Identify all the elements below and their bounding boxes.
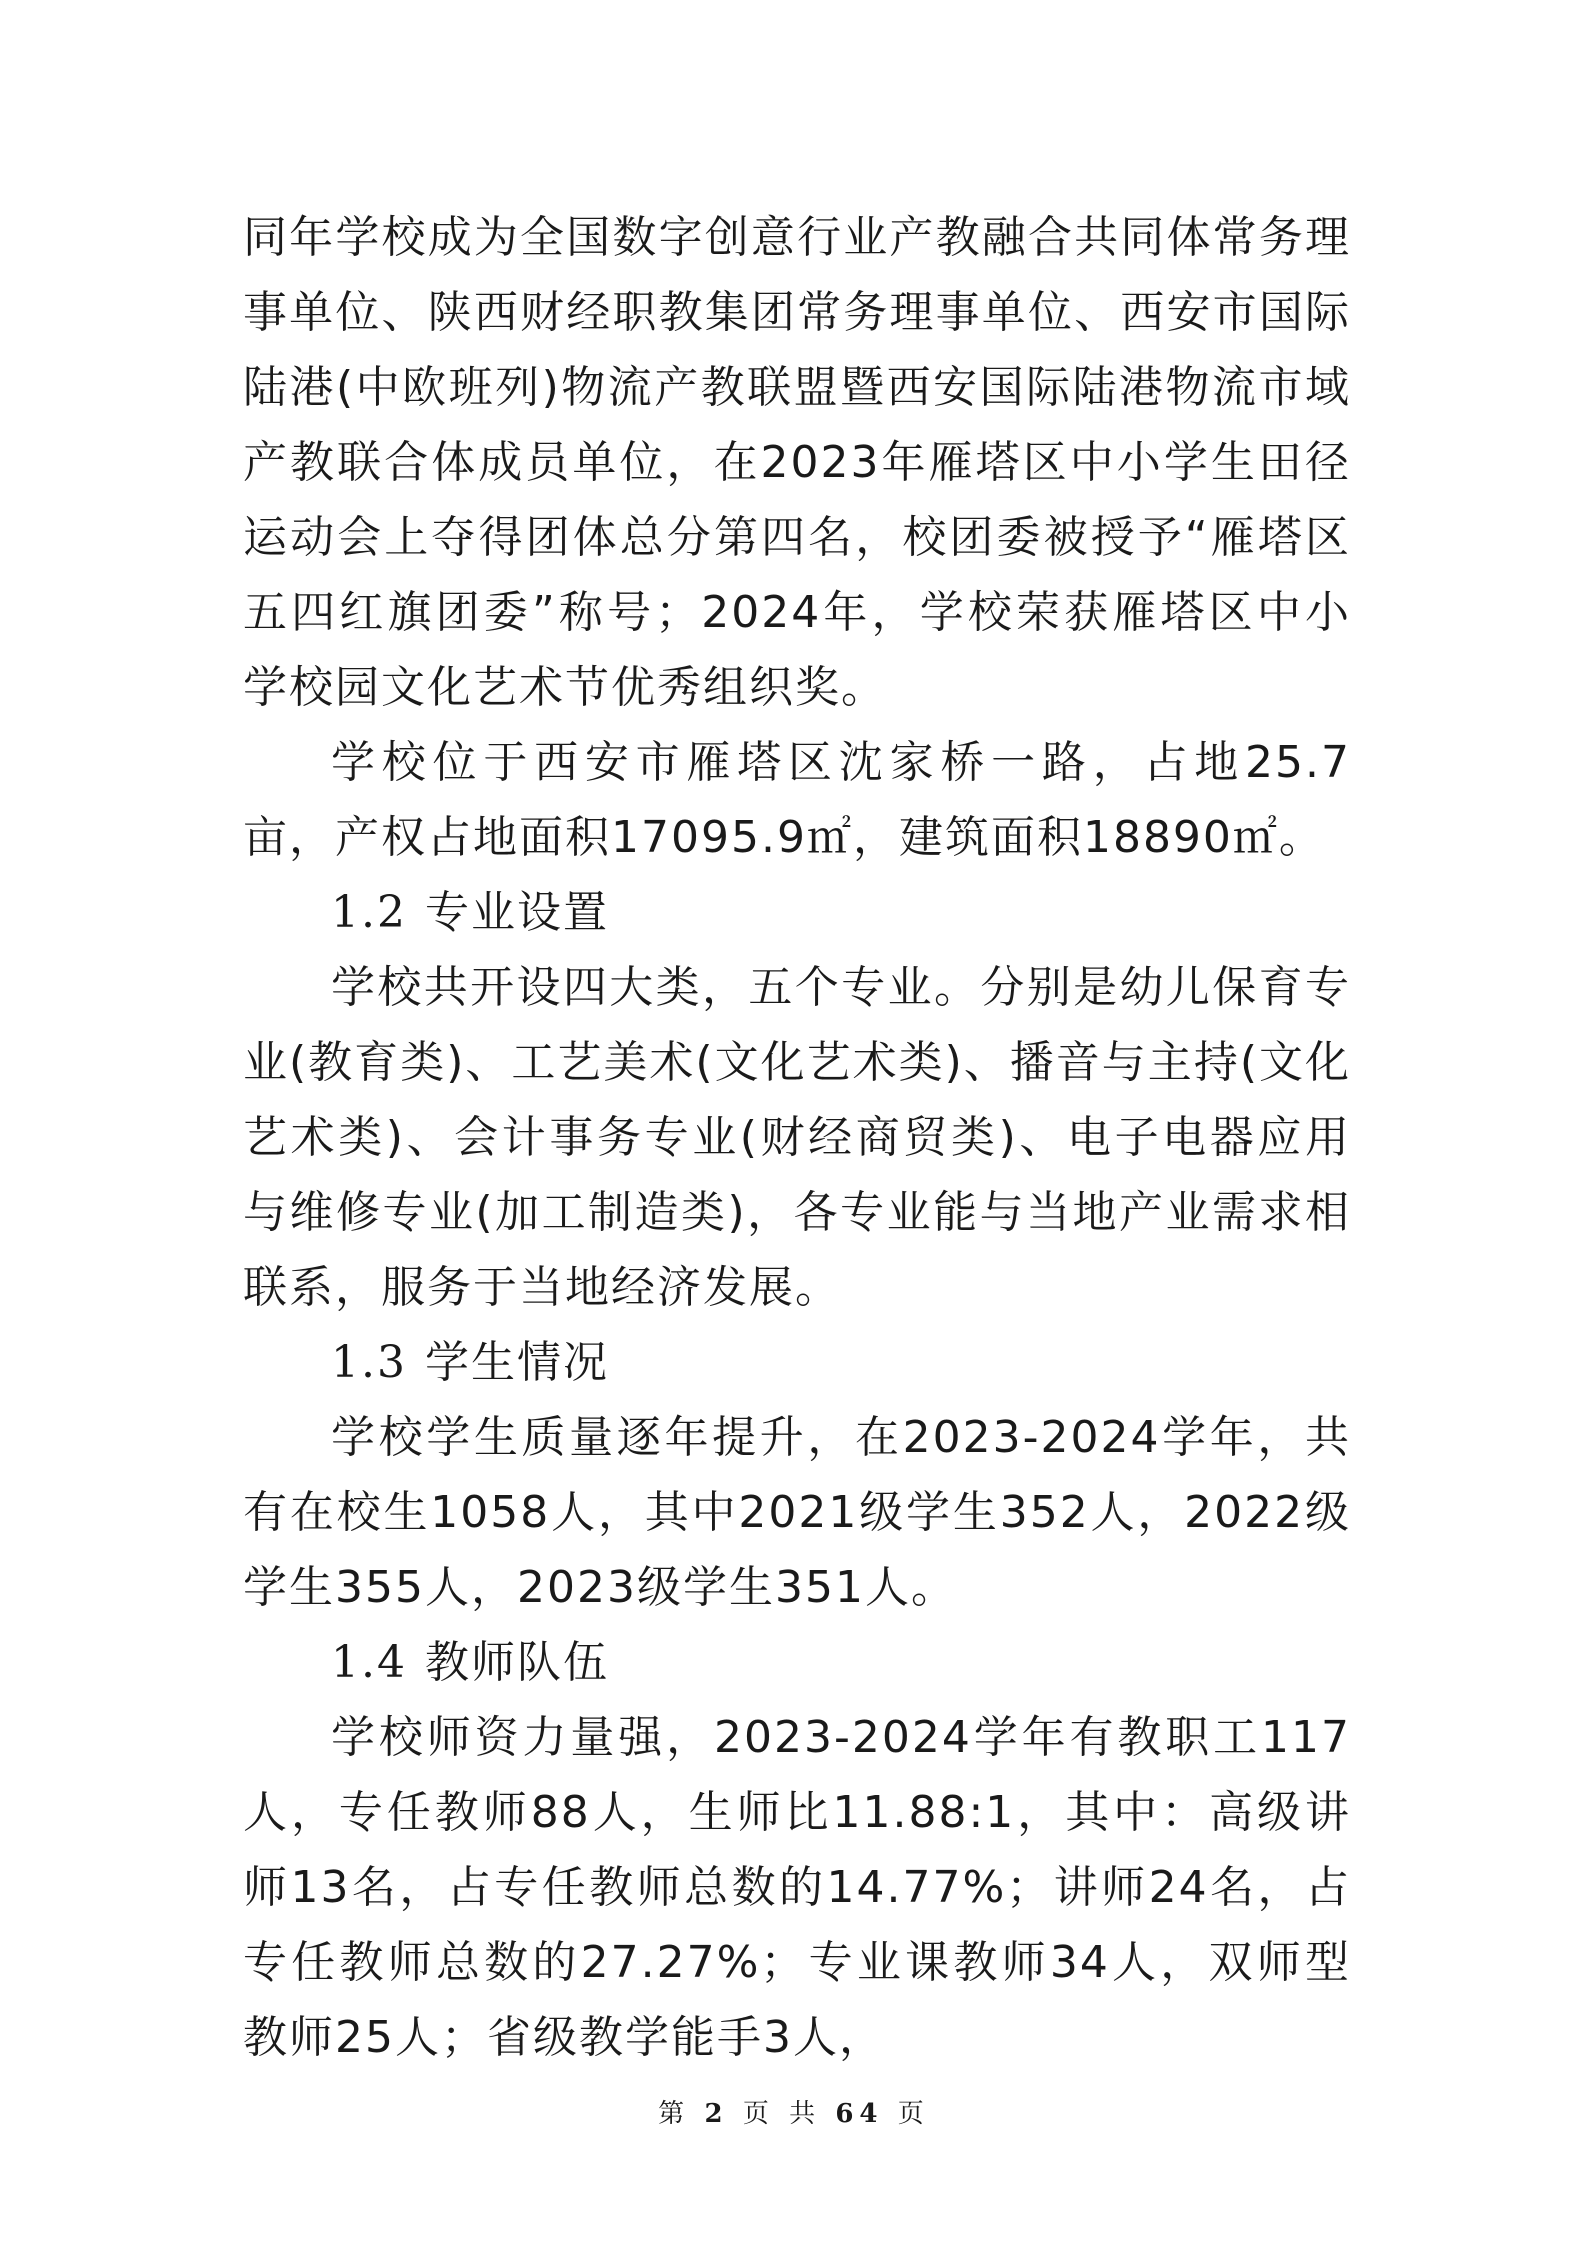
paragraph-students: 学校学生质量逐年提升，在2023-2024学年，共有在校生1058人，其中2021级学生352人，2022级学生355人，2023级学生351人。	[243, 1412, 1351, 1613]
section-title: 教师队伍	[424, 1637, 609, 1688]
footer-suffix: 页	[897, 2099, 930, 2129]
footer-total-pages: 64	[835, 2099, 884, 2129]
section-title: 专业设置	[424, 887, 609, 938]
section-title: 学生情况	[424, 1337, 609, 1388]
footer-prefix: 第	[658, 2099, 691, 2129]
footer-page-number: 2	[704, 2099, 729, 2129]
page-footer	[0, 2093, 1588, 2130]
section-number: 1.3	[331, 1337, 407, 1388]
section-number: 1.4	[331, 1637, 407, 1688]
document-page	[243, 200, 1351, 2075]
section-number: 1.2	[331, 887, 407, 938]
section-heading-students	[243, 1325, 1351, 1400]
paragraph-majors: 学校共开设四大类，五个专业。分别是幼儿保育专业(教育类)、工艺美术(文化艺术类)、播音与主持(文化艺术类)、会计事务专业(财经商贸类)、电子电器应用与维修专业(加工制造类)，各专业能与当地产业需求相联系，服务于当地经济发展。	[243, 962, 1351, 1313]
paragraph-teachers: 学校师资力量强，2023-2024学年有教职工117人，专任教师88人，生师比11.88:1，其中：高级讲师13名，占专任教师总数的14.77%；讲师24名，占专任教师总数的27.27%；专业课教师34人，双师型教师25人；省级教学能手3人，	[243, 1712, 1351, 2063]
paragraph-location: 学校位于西安市雁塔区沈家桥一路，占地25.7亩，产权占地面积17095.9㎡，建筑面积18890㎡。	[243, 737, 1351, 863]
section-heading-teachers	[243, 1625, 1351, 1700]
footer-middle: 页 共	[742, 2099, 822, 2129]
section-heading-majors	[243, 875, 1351, 950]
paragraph-achievements: 同年学校成为全国数字创意行业产教融合共同体常务理事单位、陕西财经职教集团常务理事单位、西安市国际陆港(中欧班列)物流产教联盟暨西安国际陆港物流市域产教联合体成员单位，在2023年雁塔区中小学生田径运动会上夺得团体总分第四名，校团委被授予“雁塔区五四红旗团委”称号；2024年，学校荣获雁塔区中小学校园文化艺术节优秀组织奖。	[243, 212, 1351, 713]
